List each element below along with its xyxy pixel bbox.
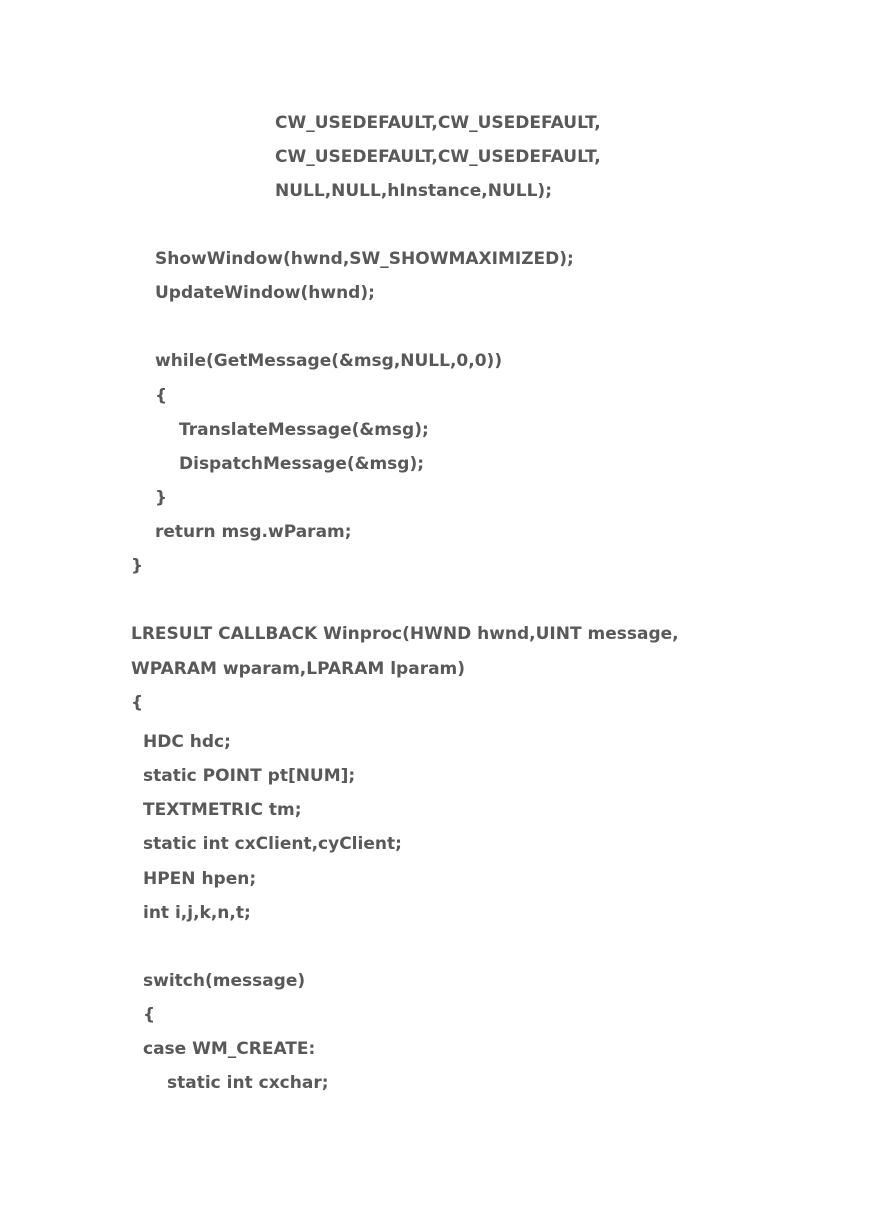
code-line: UpdateWindow(hwnd); (155, 283, 375, 303)
code-line: static int cxchar; (167, 1073, 329, 1093)
code-line: CW_USEDEFAULT,CW_USEDEFAULT, (275, 113, 601, 133)
code-line: { (155, 386, 168, 406)
code-line: HDC hdc; (143, 732, 231, 752)
code-line: } (155, 488, 168, 508)
code-line: DispatchMessage(&msg); (179, 454, 425, 474)
code-line: WPARAM wparam,LPARAM lparam) (131, 659, 466, 679)
code-line: { (131, 693, 144, 713)
code-line: while(GetMessage(&msg,NULL,0,0)) (155, 351, 503, 371)
code-line: NULL,NULL,hInstance,NULL); (275, 181, 552, 201)
code-line: int i,j,k,n,t; (143, 903, 251, 923)
code-line: { (143, 1005, 156, 1025)
code-line: case WM_CREATE: (143, 1039, 316, 1059)
code-line: switch(message) (143, 971, 306, 991)
code-line: static POINT pt[NUM]; (143, 766, 356, 786)
code-line: HPEN hpen; (143, 869, 257, 889)
code-line: return msg.wParam; (155, 522, 352, 542)
code-line: ShowWindow(hwnd,SW_SHOWMAXIMIZED); (155, 249, 574, 269)
code-line: static int cxClient,cyClient; (143, 834, 402, 854)
code-line: CW_USEDEFAULT,CW_USEDEFAULT, (275, 147, 601, 167)
code-line: LRESULT CALLBACK Winproc(HWND hwnd,UINT message, (131, 624, 679, 644)
code-line: TranslateMessage(&msg); (179, 420, 429, 440)
code-line: } (131, 556, 144, 576)
code-line: TEXTMETRIC tm; (143, 800, 302, 820)
